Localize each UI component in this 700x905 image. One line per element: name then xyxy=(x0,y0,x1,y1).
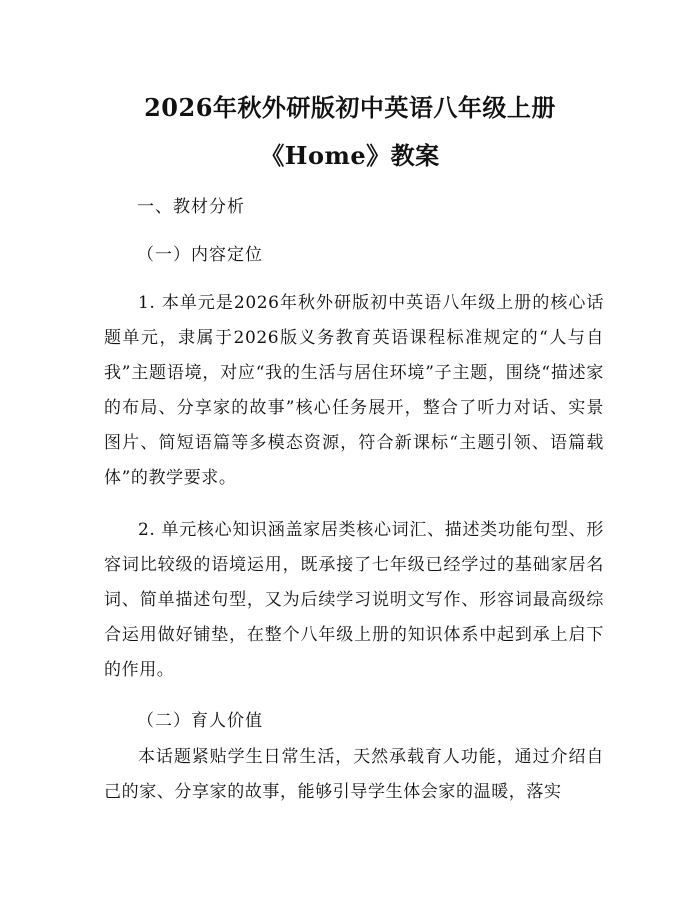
section-heading-textbook-analysis: 一、教材分析 xyxy=(137,197,245,217)
paragraph-unit-position: 1. 本单元是2026年秋外研版初中英语八年级上册的核心话题单元，隶属于2026版义务教育英语课程标准规定的“人与自我”主题语境，对应“我的生活与居住环境”子主题，围绕“描述家的布局、分享家的故事”核心任务展开，整合了听力对话、实景图片、简短语篇等多模态资源，符合新课标“主题引领、语篇载体”的教学要求。 xyxy=(104,293,604,488)
document-title-line1: 2026年秋外研版初中英语八年级上册 xyxy=(144,93,556,122)
paragraph-core-knowledge: 2. 单元核心知识涵盖家居类核心词汇、描述类功能句型、形容词比较级的语境运用，既承接了七年级已经学过的基础家居名词、简单描述句型，又为后续学习说明文写作、形容词最高级综合运用做好铺垫，在整个八年级上册的知识体系中起到承上启下的作用。 xyxy=(104,520,604,680)
document-title-line2: 《Home》教案 xyxy=(260,141,440,170)
subsection-heading-content-positioning: （一）内容定位 xyxy=(137,245,263,265)
subsection-heading-educational-value: （二）育人价值 xyxy=(137,711,263,731)
paragraph-educational-value: 本话题紧贴学生日常生活，天然承载育人功能，通过介绍自己的家、分享家的故事，能够引导学生体会家的温暖，落实 xyxy=(104,747,604,802)
